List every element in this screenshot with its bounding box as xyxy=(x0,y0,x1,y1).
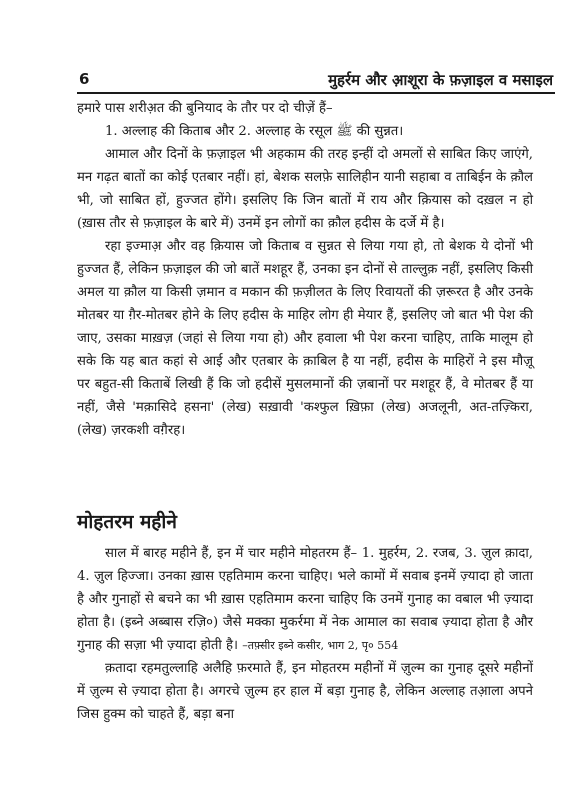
paragraph: क़तादा रहमतुल्लाहि अलैहि फ़रमाते हैं, इन मोहतरम महीनों में ज़ुल्म का गुनाह दूसरे महीनों में ज़ुल्म से ज़्यादा होता है। अगरचे ज़ुल्म हर हाल में बड़ा गुनाह है, लेकिन अल्लाह तआ़ला अपने जिस हुक्म को चाहते हैं, बड़ा बना xyxy=(77,661,533,722)
paragraph: 1. अल्लाह की किताब और 2. अल्लाह के रसूल ﷺ की सुन्नत। xyxy=(105,124,404,139)
paragraph xyxy=(77,542,533,657)
page-number: 6 xyxy=(79,70,90,88)
sacred-months-section xyxy=(77,542,533,726)
intro-section xyxy=(77,97,533,442)
paragraph-text: साल में बारह महीने हैं, इन में चार महीने मोहतरम हैं– 1. मुहर्रम, 2. रजब, 3. ज़ुल क़ादा, 4. ज़ुल हिज्जा। उनका ख़ास एहतिमाम करना चाहिए। भले कामों में सवाब इनमें ज़्यादा हो जाता है और गुनाहों से बचने का भी ख़ास एहतिमाम करना चाहिए कि उनमें गुनाह का वबाल भी ज़्यादा होता है। (इब्ने अब्बास रज़ि०) जैसे मक्का मुकर्रमा में नेक आमाल का सवाब ज़्यादा होता है और गुनाह की सज़ा भी ज़्यादा होती है। xyxy=(77,546,533,653)
paragraph: हमारे पास शरीअ़त की बुनियाद के तौर पर दो चीज़ें हैं– xyxy=(77,101,333,116)
page-header xyxy=(77,70,555,94)
paragraph: रहा इज्माअ़ और वह क़ियास जो किताब व सुन्नत से लिया गया हो, तो बेशक ये दोनों भी हुज्जत हैं, लेकिन फ़ज़ाइल की जो बातें मशहूर हैं, उनका इन दोनों से ताल्लुक़ नहीं, इसलिए किसी अमल या क़ौल या किसी ज़मान व मकान की फ़ज़ीलत के लिए रिवायतों की ज़रूरत है और उनके मोतबर या ग़ैर-मोतबर होने के लिए हदीस के माहिर लोग ही मेयार हैं, इसलिए जो बात भी पेश की जाए, उसका माख़ज़ (जहां से लिया गया हो) और हवाला भी पेश करना चाहिए, ताकि मालूम हो सके कि यह बात कहां से आई और एतबार के क़ाबिल है या नहीं, हदीस के माहिरों ने इस मौज़ू पर बहुत-सी किताबें लिखी हैं कि जो हदीसें मुसलमानों की ज़बानों पर मशहूर हैं, वे मोतबर हैं या नहीं, जैसे 'मक़ासिदे हसना' (लेख) सख़ावी 'कश्फुल ख़िफ़ा (लेख) अजलूनी, अत-तज़्किरा, (लेख) ज़रकशी वग़ैरह। xyxy=(77,239,533,438)
citation: –तफ़्सीर इब्ने कसीर, भाग 2, पृ० 554 xyxy=(242,639,399,652)
paragraph: आमाल और दिनों के फ़ज़ाइल भी अहकाम की तरह इन्हीं दो अमलों से साबित किए जाएंगे, मन गढ़त बातों का कोई एतबार नहीं। हां, बेशक सलफ़े सालिहीन यानी सहाबा व ताबिईन के क़ौल भी, जो साबित हों, हुज्जत होंगे। इसलिए कि जिन बातों में राय और क़ियास को दख़ल न हो (ख़ास तौर से फ़ज़ाइल के बारे में) उनमें इन लोगों का क़ौल हदीस के दर्जे में है। xyxy=(77,147,533,231)
running-title: मुहर्रम और आ़शूरा के फ़ज़ाइल व मसाइल xyxy=(328,71,553,89)
section-heading: मोहतरम महीने xyxy=(77,511,177,533)
